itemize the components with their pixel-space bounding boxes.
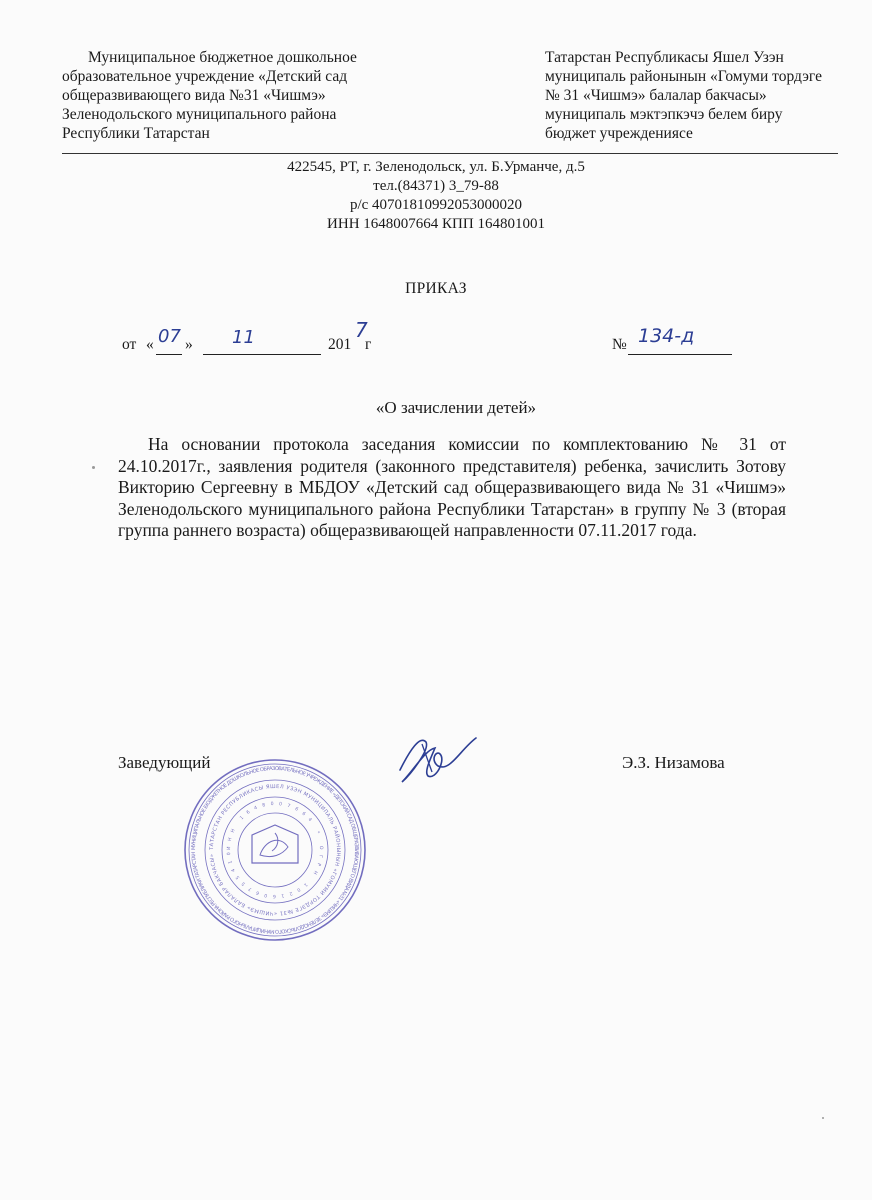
header-left-line: Муниципальное бюджетное дошкольное xyxy=(88,49,357,66)
handwritten-signature xyxy=(380,730,500,790)
header-left-line: Республики Татарстан xyxy=(62,125,210,142)
signer-position: Заведующий xyxy=(118,753,211,772)
header-right-line: № 31 «Чишмэ» балалар бакчасы» xyxy=(545,87,767,104)
account-line: р/с 40701810992053000020 xyxy=(349,197,523,213)
header-right-line: муниципаль районынын «Гомуми тордэге xyxy=(545,68,822,85)
header-left-line: образовательное учреждение «Детский сад xyxy=(62,68,348,85)
signer-name: Э.З. Низамова xyxy=(622,753,725,772)
inn-kpp-line: ИНН 1648007664 КПП 164801001 xyxy=(327,216,545,232)
header-right-block xyxy=(545,48,845,143)
phone-line: тел.(84371) 3_79-88 xyxy=(373,178,499,194)
date-close-quote: » xyxy=(185,336,193,353)
margin-dot xyxy=(92,466,95,469)
stamp-inner-text: ТАТАРСТАН РЕСПУБЛИКАСЫ ЯШЕЛ УЗЭН МУНИЦИПАЛЬ РАЙОНЫНЫН «ГОМУМИ ТОРДЭГЕ №31 «ЧИШМЭ» БАЛАЛАР БАКЧАСЫ» xyxy=(208,783,342,917)
year-handwritten: 7 xyxy=(355,318,368,342)
header-divider xyxy=(62,153,838,154)
header-right-line: бюджет учреждениясе xyxy=(545,125,693,142)
order-body-text: На основании протокола заседания комиссии по комплектованию № 31 от 24.10.2017г., заявления родителя (законного представителя) ребенка, зачислить Зотову Викторию Сергеевну в МБДОУ «Детский сад общеразвивающего вида № 31 «Чишмэ» Зеленодольского муниципального района Республики Татарстан» в группу № 3 (вторая группа раннего возраста) общеразвивающей направленности 07.11.2017 года. xyxy=(118,434,786,540)
header-left-line: Зеленодольского муниципального района xyxy=(62,106,337,123)
svg-text:ИНН 1648007664 * ОГРН 10216067 xyxy=(226,801,324,899)
svg-text:МУНИЦИПАЛЬНОЕ БЮДЖЕТНОЕ ДОШКОЛ xyxy=(191,766,359,934)
header-left-block xyxy=(62,48,402,143)
date-open-quote: « xyxy=(146,336,154,353)
order-body xyxy=(118,434,786,542)
document-title: ПРИКАЗ xyxy=(405,280,467,297)
year-prefix: 201 xyxy=(328,336,352,353)
header-left-line: общеразвивающего вида №31 «Чишмэ» xyxy=(62,87,326,104)
date-prefix: от xyxy=(122,336,137,353)
corner-dot xyxy=(822,1117,824,1119)
header-right-line: Татарстан Республикасы Яшел Узэн xyxy=(545,49,784,66)
month-handwritten: 11 xyxy=(232,327,255,348)
day-handwritten: 07 xyxy=(158,326,181,347)
stamp-outer-text: МУНИЦИПАЛЬНОЕ БЮДЖЕТНОЕ ДОШКОЛЬНОЕ ОБРАЗОВАТЕЛЬНОЕ УЧРЕЖДЕНИЕ «ДЕТСКИЙ САД ОБЩЕРАЗВИВАЮЩЕГО ВИДА №31 «ЧИШМЭ» ЗЕЛЕНОДОЛЬСКОГО МУНИЦИПАЛЬНОГО РАЙОНА РЕСПУБЛИКИ ТАТАРСТАН xyxy=(190,765,360,935)
number-label: № xyxy=(612,336,627,353)
header-right-line: муниципаль мэктэпкэчэ белем биру xyxy=(545,106,783,123)
number-handwritten: 134-д xyxy=(638,325,695,347)
order-subject: «О зачислении детей» xyxy=(375,398,537,417)
month-blank xyxy=(203,336,321,355)
year-suffix: г xyxy=(365,336,372,353)
official-stamp xyxy=(180,755,370,945)
address-line: 422545, РТ, г. Зеленодольск, ул. Б.Урманче, д.5 xyxy=(287,159,585,175)
stamp-center-text: ИНН 1648007664 * ОГРН 1021606755410 xyxy=(226,802,324,899)
